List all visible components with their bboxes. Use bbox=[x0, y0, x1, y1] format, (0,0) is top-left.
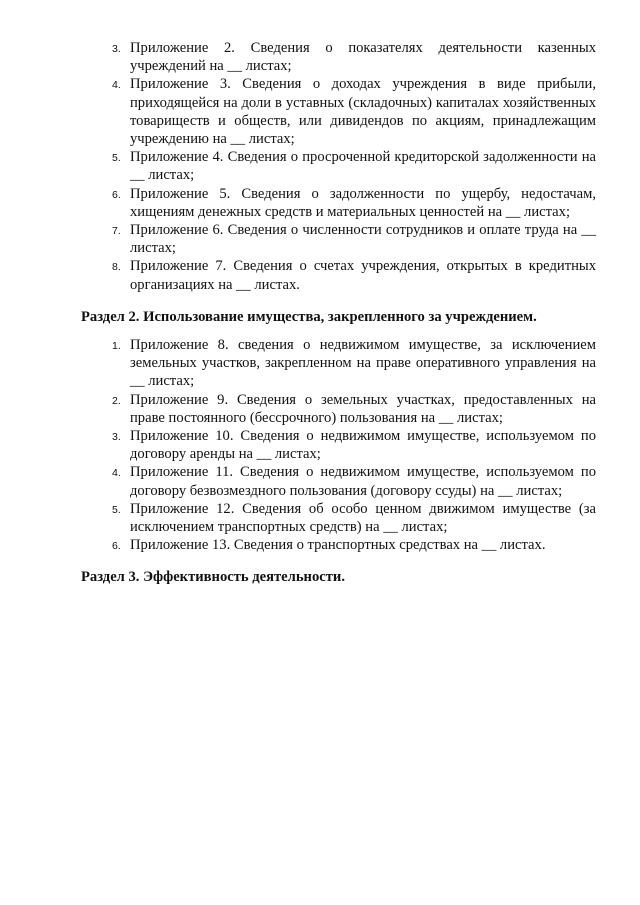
list-item bbox=[96, 391, 596, 427]
list-item-number: 3. bbox=[112, 43, 121, 55]
list-item-number: 4. bbox=[112, 467, 121, 480]
list-item-text: Приложение 4. Сведения о просроченной кредиторской задолженности на __ листах; bbox=[130, 149, 596, 184]
list-item bbox=[96, 463, 596, 499]
section-3-heading: Раздел 3. Эффективность деятельности. bbox=[81, 569, 345, 585]
list-item-number: 2. bbox=[112, 394, 121, 407]
list-item-text: Приложение 12. Сведения об особо ценном движимом имуществе (за исключением транспортных средств) на __ листах; bbox=[130, 500, 596, 536]
section-1-appendix-list bbox=[96, 39, 596, 294]
list-item-text: Приложение 5. Сведения о задолженности по ущербу, недостачам, хищениям денежных средств и материальных ценностей на __ листах; bbox=[130, 185, 596, 220]
list-item bbox=[96, 185, 596, 221]
list-item bbox=[96, 221, 596, 257]
list-item-number: 3. bbox=[112, 431, 121, 444]
list-item bbox=[96, 536, 596, 555]
list-item bbox=[96, 39, 596, 75]
list-item-text: Приложение 11. Сведения о недвижимом имуществе, используемом по договору безвозмездного пользования (договору ссуды) на __ листах; bbox=[130, 464, 596, 499]
list-item-number: 6. bbox=[112, 540, 121, 553]
list-item-text: Приложение 3. Сведения о доходах учреждения в виде прибыли, приходящейся на доли в уставных (складочных) капиталах хозяйственных товариществ и обществ, или дивидендов по акциям, принадлежащим учреждению на __ листах; bbox=[130, 76, 596, 148]
list-item-text: Приложение 6. Сведения о численности сотрудников и оплате труда на __ листах; bbox=[130, 222, 596, 257]
list-item-number: 4. bbox=[112, 79, 121, 92]
list-item-number: 5. bbox=[112, 152, 121, 165]
list-item-number: 8. bbox=[112, 261, 121, 274]
list-item bbox=[96, 500, 596, 536]
list-item bbox=[96, 148, 596, 184]
list-item-number: 1. bbox=[112, 340, 121, 352]
list-item-text: Приложение 9. Сведения о земельных участках, предоставленных на праве постоянного (бессрочного) пользования на __ листах; bbox=[130, 391, 596, 426]
list-item bbox=[96, 257, 596, 293]
list-item-number: 6. bbox=[112, 188, 121, 201]
list-item-text: Приложение 13. Сведения о транспортных средствах на __ листах. bbox=[130, 537, 546, 554]
list-item bbox=[96, 336, 596, 391]
list-item-number: 5. bbox=[112, 503, 121, 516]
list-item bbox=[96, 427, 596, 463]
list-item bbox=[96, 75, 596, 148]
list-item-text: Приложение 2. Сведения о показателях деятельности казенных учреждений на __ листах; bbox=[130, 40, 596, 75]
list-item-text: Приложение 7. Сведения о счетах учреждения, открытых в кредитных организациях на __ листах. bbox=[130, 258, 596, 293]
list-item-text: Приложение 10. Сведения о недвижимом имуществе, используемом по договору аренды на __ листах; bbox=[130, 428, 596, 463]
section-2-heading: Раздел 2. Использование имущества, закрепленного за учреждением. bbox=[81, 309, 537, 325]
list-item-text: Приложение 8. сведения о недвижимом имуществе, за исключением земельных участков, закрепленном на праве оперативного управления на __ листах; bbox=[130, 337, 596, 390]
section-2-appendix-list bbox=[96, 336, 596, 555]
list-item-number: 7. bbox=[112, 225, 121, 238]
